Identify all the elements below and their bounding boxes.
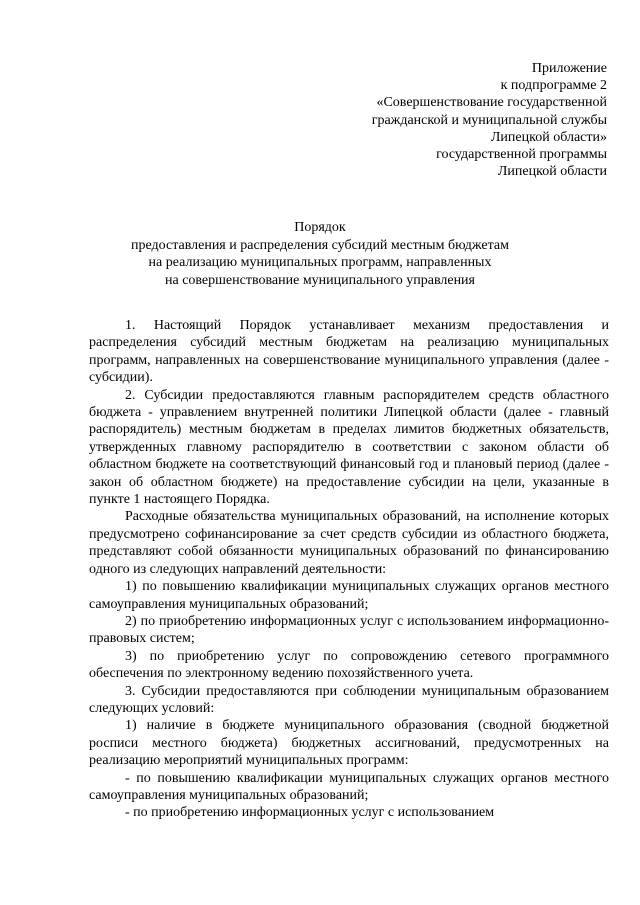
appendix-line: Приложение — [531, 61, 607, 76]
title-line: предоставления и распределения субсидий местным бюджетам — [130, 237, 509, 253]
appendix-line: Липецкой области» — [490, 129, 607, 145]
body-paragraph: - по повышению квалификации муниципальных служащих органов местного самоуправления муниципальных образований; — [89, 770, 609, 803]
appendix-line: Липецкой области — [497, 164, 607, 180]
appendix-line: «Совершенствование государственной — [376, 95, 607, 111]
body-paragraph: 2) по приобретению информационных услуг с использованием информационно-правовых систем; — [89, 613, 609, 647]
appendix-line: гражданской и муниципальной службы — [371, 112, 607, 128]
title-line: Порядок — [294, 220, 346, 235]
document-title — [0, 219, 640, 289]
body-paragraph: 1) по повышению квалификации муниципальных служащих органов местного самоуправления муниципальных образований; — [89, 579, 609, 612]
body-paragraph: 1. Настоящий Порядок устанавливает механизм предоставления и распределения субсидий местным бюджетам на реализацию муниципальных программ, направленных на совершенствование муниципального управления (далее - субсидии). — [89, 318, 609, 386]
body-paragraph: Расходные обязательства муниципальных образований, на исполнение которых предусмотрено софинансирование за счет средств субсидии из областного бюджета, представляют собой обязанности муниципальных образований по финансированию одного из следующих направлений деятельности: — [89, 509, 609, 577]
body-paragraph: 1) наличие в бюджете муниципального образования (сводной бюджетной росписи местного бюджета) бюджетных ассигнований, предусмотренных на реализацию мероприятий муниципальных программ: — [89, 718, 609, 769]
appendix-header — [372, 60, 607, 180]
body-paragraph: - по приобретению информационных услуг с использованием — [125, 805, 495, 821]
body-paragraph: 3) по приобретению услуг по сопровождению сетевого программного обеспечения по электронному ведению похозяйственного учета. — [89, 648, 609, 682]
appendix-line: государственной программы — [436, 147, 607, 163]
document-body — [89, 317, 609, 822]
title-line: на совершенствование муниципального управления — [164, 272, 475, 288]
title-line: на реализацию муниципальных программ, направленных — [148, 255, 492, 270]
appendix-line: к подпрограмме 2 — [500, 78, 607, 94]
body-paragraph: 3. Субсидии предоставляются при соблюдении муниципальным образованием следующих условий: — [89, 683, 609, 716]
body-paragraph: 2. Субсидии предоставляются главным распорядителем средств областного бюджета - управлением внутренней политики Липецкой области (далее - главный распорядитель) местным бюджетам в пределах лимитов бюджетных обязательств, утвержденных главному распорядителю в соответствии с законом области об областном бюджете на соответствующий финансовый год и плановый период (далее - закон об областном бюджете) на предоставление субсидии на цели, указанные в пункте 1 настоящего Порядка. — [89, 387, 609, 508]
